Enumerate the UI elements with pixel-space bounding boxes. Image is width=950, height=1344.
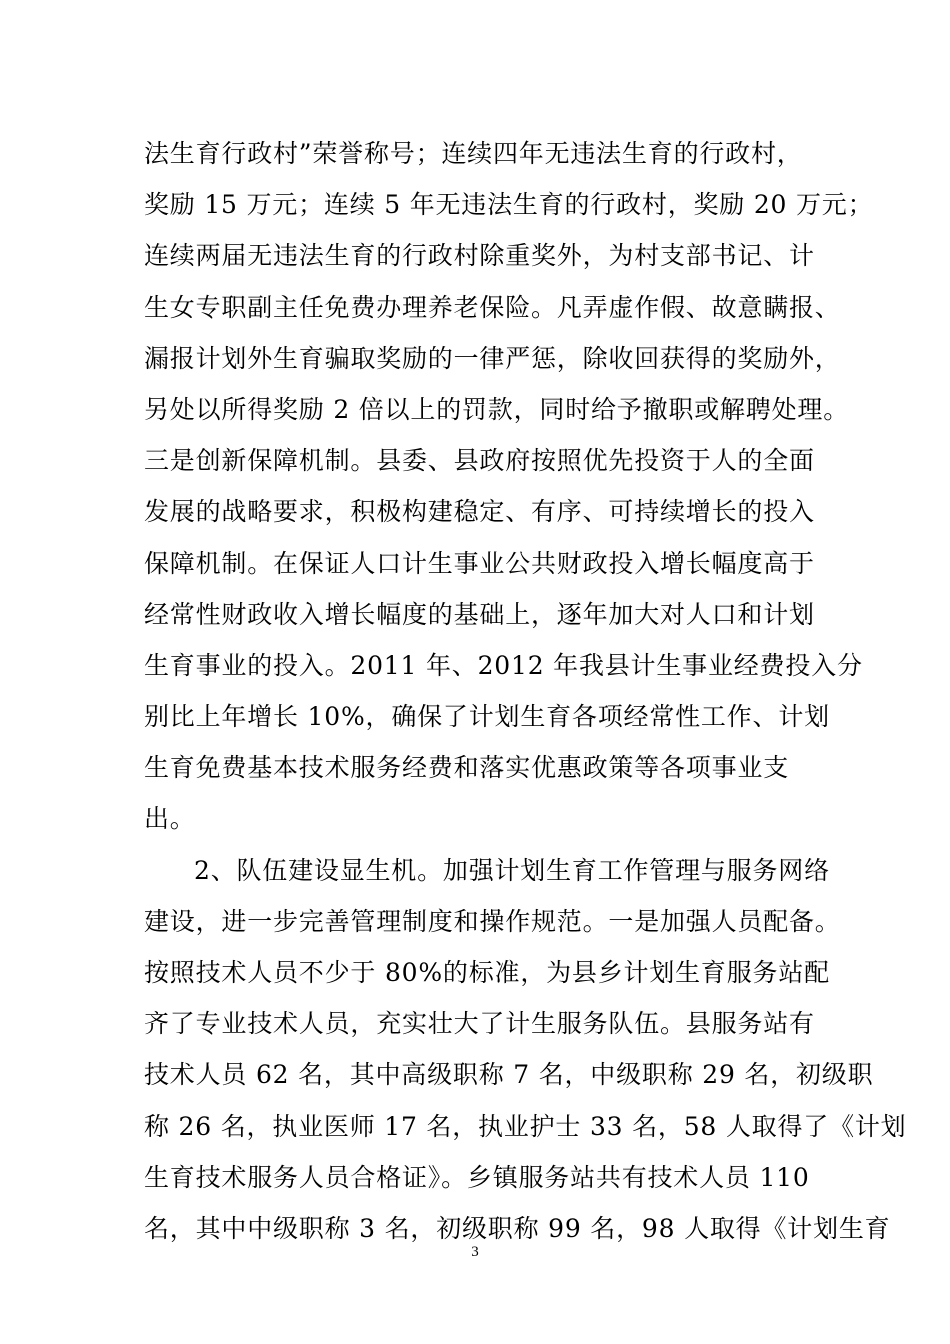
text-line: 生女专职副主任免费办理养老保险。凡弄虚作假、故意瞒报、: [144, 292, 841, 322]
text-line: 名，其中中级职称 3 名，初级职称 99 名，98 人取得《计划生育: [144, 1213, 891, 1243]
text-line: 法生育行政村”荣誉称号；连续四年无违法生育的行政村，: [144, 139, 803, 168]
text-line: 生育技术服务人员合格证》。乡镇服务站共有技术人员 110: [144, 1162, 810, 1192]
page-number: 3: [471, 1244, 479, 1260]
text-line: 奖励 15 万元；连续 5 年无违法生育的行政村，奖励 20 万元；: [144, 190, 874, 220]
text-line: 称 26 名，执业医师 17 名，执业护士 33 名，58 人取得了《计划: [144, 1111, 907, 1141]
text-line: 按照技术人员不少于 80%的标准，为县乡计划生育服务站配: [144, 958, 830, 987]
text-line: 经常性财政收入增长幅度的基础上，逐年加大对人口和计划: [144, 599, 815, 629]
text-line: 齐了专业技术人员，充实壮大了计生服务队伍。县服务站有: [144, 1009, 815, 1039]
text-line: 连续两届无违法生育的行政村除重奖外，为村支部书记、计: [144, 241, 815, 271]
text-line: 发展的战略要求，积极构建稳定、有序、可持续增长的投入: [144, 497, 815, 527]
text-line: 别比上年增长 10%，确保了计划生育各项经常性工作、计划: [144, 702, 830, 732]
text-line: 建设，进一步完善管理制度和操作规范。一是加强人员配备。: [144, 906, 841, 936]
body-text: [144, 128, 907, 1254]
paragraph-heading-line: 2、队伍建设显生机。加强计划生育工作管理与服务网络: [194, 855, 830, 885]
text-line: 生育免费基本技术服务经费和落实优惠政策等各项事业支: [144, 753, 790, 783]
text-line: 漏报计划外生育骗取奖励的一律严惩，除收回获得的奖励外，: [144, 343, 841, 373]
text-line: 保障机制。在保证人口计生事业公共财政投入增长幅度高于: [144, 548, 815, 578]
text-line: 三是创新保障机制。县委、县政府按照优先投资于人的全面: [144, 446, 815, 476]
text-line: 出。: [144, 804, 196, 834]
text-line: 技术人员 62 名，其中高级职称 7 名，中级职称 29 名，初级职: [144, 1060, 874, 1090]
text-line: 生育事业的投入。2011 年、2012 年我县计生事业经费投入分: [144, 650, 863, 680]
text-line: 另处以所得奖励 2 倍以上的罚款，同时给予撤职或解聘处理。: [144, 394, 850, 424]
